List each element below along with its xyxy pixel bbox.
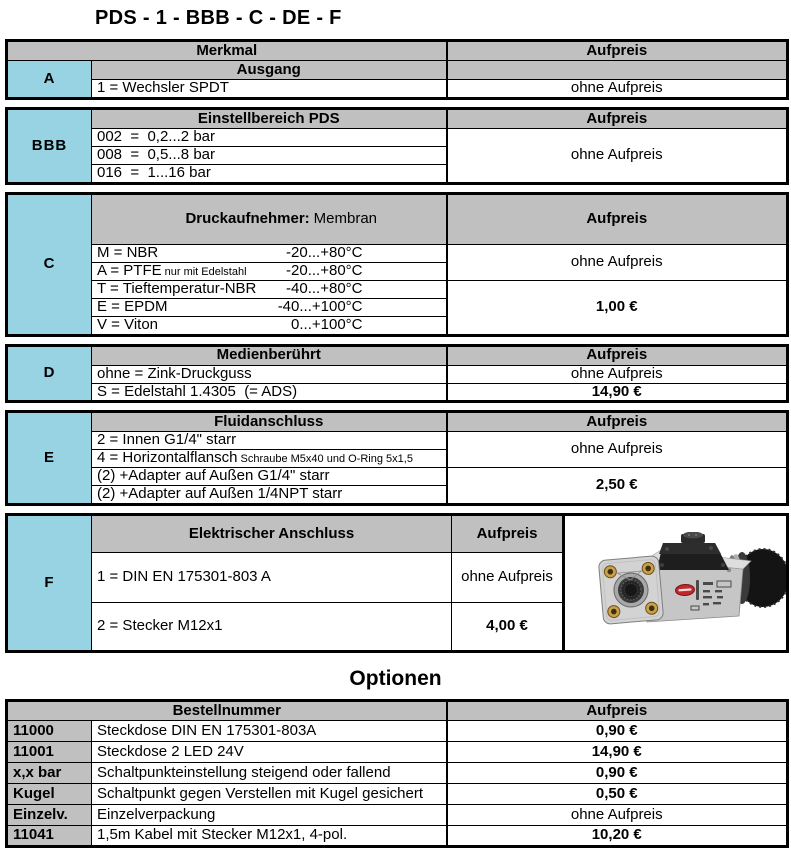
price-cell: 4,00 € — [452, 602, 564, 652]
section-d-table — [5, 344, 789, 404]
options-table — [5, 699, 789, 848]
letter-cell-f: F — [7, 514, 92, 652]
feature-cell — [92, 299, 447, 317]
column-header-aufpreis: Aufpreis — [447, 345, 788, 365]
table-row — [7, 281, 788, 299]
feature-cell — [92, 281, 447, 299]
table-row — [7, 721, 788, 742]
price-cell: 14,90 € — [447, 742, 788, 763]
material-label: T = Tieftemperatur-NBR — [97, 280, 257, 298]
pressure-switch-product-photo — [595, 532, 787, 629]
table-row — [7, 742, 788, 763]
temperature-range: -20...+80°C — [286, 262, 363, 280]
price-cell: 0,90 € — [447, 763, 788, 784]
temperature-range: -40...+100°C — [277, 298, 363, 316]
section-f-table — [5, 513, 789, 654]
subheader-druckaufnehmer — [92, 193, 447, 245]
description-cell: 1,5m Kabel mit Stecker M12x1, 4-pol. — [92, 826, 447, 847]
connection-label: 2 = Innen G1/4" starr — [97, 431, 237, 449]
order-code-title: PDS - 1 - BBB - C - DE - F — [95, 7, 342, 29]
column-header-aufpreis: Aufpreis — [447, 701, 788, 721]
feature-cell: 1 = Wechsler SPDT — [92, 80, 447, 99]
table-row — [7, 412, 788, 432]
product-photo-cell — [564, 514, 788, 652]
material-label: E = EPDM — [97, 298, 168, 316]
column-header-bestellnummer: Bestellnummer — [7, 701, 447, 721]
temperature-range: 0...+100°C — [291, 316, 363, 333]
table-row — [7, 193, 788, 245]
material-label: V = Viton — [97, 316, 159, 333]
temperature-range: -20...+80°C — [286, 244, 363, 262]
section-c-table — [5, 192, 789, 337]
table-row — [7, 805, 788, 826]
description-cell: Einzelverpackung — [92, 805, 447, 826]
letter-cell-d: D — [7, 345, 92, 402]
feature-cell — [92, 450, 447, 468]
feature-cell — [92, 263, 447, 281]
material-note: nur mit Edelstahl — [164, 266, 247, 279]
table-row — [7, 432, 788, 450]
column-header-merkmal: Merkmal — [7, 41, 447, 61]
subheader-fluidanschluss: Fluidanschluss — [92, 412, 447, 432]
price-cell: 1,00 € — [447, 281, 788, 336]
feature-cell: 002 = 0,2...2 bar — [92, 129, 447, 147]
feature-cell: 2 = Stecker M12x1 — [92, 602, 452, 652]
table-row — [7, 61, 788, 80]
price-cell: ohne Aufpreis — [447, 365, 788, 383]
feature-cell: ohne = Zink-Druckguss — [92, 365, 447, 383]
material-label: A = PTFE — [97, 262, 162, 280]
price-cell: ohne Aufpreis — [447, 129, 788, 184]
flange-icon — [598, 556, 663, 625]
table-row — [7, 784, 788, 805]
table-row — [7, 763, 788, 784]
order-number-cell: Einzelv. — [7, 805, 92, 826]
material-label: M = NBR — [97, 244, 159, 262]
price-cell: ohne Aufpreis — [447, 432, 788, 468]
subheader-bold-part: Druckaufnehmer: — [185, 210, 310, 227]
letter-cell-c: C — [7, 193, 92, 335]
table-row — [7, 245, 788, 263]
price-cell: 0,90 € — [447, 721, 788, 742]
section-e-table — [5, 410, 789, 506]
connection-label: (2) +Adapter auf Außen 1/4NPT starr — [97, 485, 343, 502]
column-header-aufpreis: Aufpreis — [447, 412, 788, 432]
temperature-range: -40...+80°C — [286, 280, 363, 298]
connection-note: Schraube M5x40 und O-Ring 5x1,5 — [240, 453, 413, 466]
options-section-title: Optionen — [349, 667, 442, 690]
feature-cell: 016 = 1...16 bar — [92, 165, 447, 184]
column-header-aufpreis: Aufpreis — [447, 41, 788, 61]
order-number-cell: Kugel — [7, 784, 92, 805]
letter-cell-e: E — [7, 412, 92, 505]
feature-cell — [92, 468, 447, 486]
price-cell: ohne Aufpreis — [447, 805, 788, 826]
feature-cell — [92, 317, 447, 336]
subheader-medienberuehrt: Medienberührt — [92, 345, 447, 365]
letter-cell-a: A — [7, 61, 92, 99]
description-cell: Schaltpunkteinstellung steigend oder fallend — [92, 763, 447, 784]
feature-cell — [92, 245, 447, 263]
section-a-table — [5, 39, 789, 100]
price-cell: 0,50 € — [447, 784, 788, 805]
table-row — [7, 383, 788, 402]
table-row — [7, 514, 788, 553]
feature-cell: 1 = DIN EN 175301-803 A — [92, 553, 452, 603]
subheader-ausgang: Ausgang — [92, 61, 447, 80]
table-row — [7, 365, 788, 383]
column-header-aufpreis: Aufpreis — [447, 193, 788, 245]
subheader-elektrischer-anschluss: Elektrischer Anschluss — [92, 514, 452, 553]
feature-cell: S = Edelstahl 1.4305 (= ADS) — [92, 383, 447, 402]
order-number-cell: 11001 — [7, 742, 92, 763]
order-number-cell: x,x bar — [7, 763, 92, 784]
price-cell: 2,50 € — [447, 468, 788, 505]
feature-cell — [92, 432, 447, 450]
price-cell: 14,90 € — [447, 383, 788, 402]
price-cell: 10,20 € — [447, 826, 788, 847]
order-number-cell: 11000 — [7, 721, 92, 742]
column-header-aufpreis: Aufpreis — [452, 514, 564, 553]
table-row — [7, 129, 788, 147]
price-cell: ohne Aufpreis — [447, 245, 788, 281]
description-cell: Steckdose DIN EN 175301-803A — [92, 721, 447, 742]
price-cell: ohne Aufpreis — [447, 80, 788, 99]
price-cell: ohne Aufpreis — [452, 553, 564, 603]
table-row — [7, 468, 788, 486]
order-number-cell: 11041 — [7, 826, 92, 847]
table-row — [7, 345, 788, 365]
section-bbb-table — [5, 107, 789, 185]
empty-price-cell — [447, 61, 788, 80]
table-row — [7, 80, 788, 99]
din-connector-icon — [657, 532, 729, 570]
table-row — [7, 701, 788, 721]
connection-label: (2) +Adapter auf Außen G1/4" starr — [97, 467, 330, 485]
column-header-aufpreis: Aufpreis — [447, 109, 788, 129]
subheader-normal-part: Membran — [313, 210, 378, 227]
description-cell: Schaltpunkt gegen Verstellen mit Kugel gesichert — [92, 784, 447, 805]
table-row — [7, 109, 788, 129]
table-row — [7, 826, 788, 847]
subheader-einstellbereich: Einstellbereich PDS — [92, 109, 447, 129]
feature-cell: 008 = 0,5...8 bar — [92, 147, 447, 165]
table-row — [7, 41, 788, 61]
feature-cell — [92, 486, 447, 505]
connection-label: 4 = Horizontalflansch — [97, 449, 238, 467]
letter-cell-bbb: BBB — [7, 109, 92, 184]
description-cell: Steckdose 2 LED 24V — [92, 742, 447, 763]
